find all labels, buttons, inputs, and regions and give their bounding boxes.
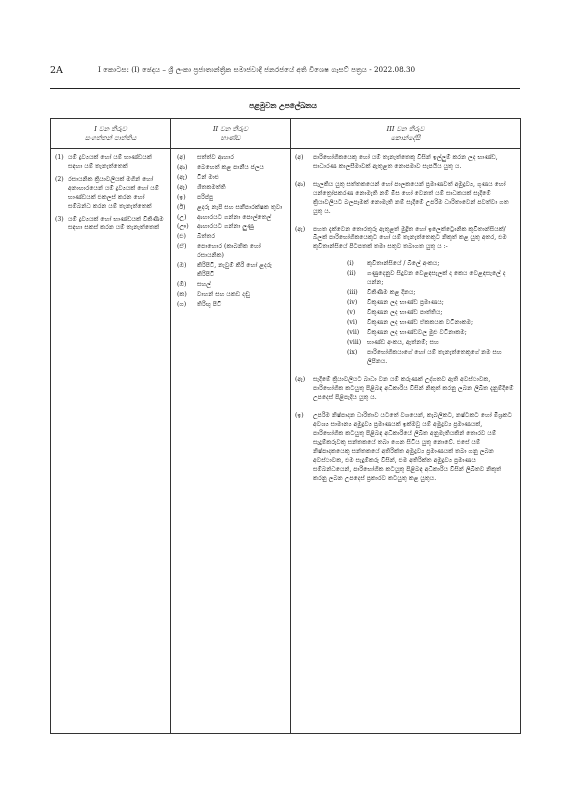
item-number: (ඇ) (177, 173, 188, 181)
sub-item-number: (iv) (347, 298, 358, 306)
item-number: (එ) (177, 233, 186, 241)
item-text (197, 262, 286, 280)
item-text-body: ශීතකමත්ති (197, 183, 226, 191)
sub-list-item (347, 309, 514, 318)
item-text (197, 204, 286, 213)
person-list-item (55, 216, 166, 234)
item-number: (3) (55, 215, 64, 223)
column-header-2 (171, 119, 291, 149)
sub-list-item (347, 329, 514, 338)
item-text (197, 301, 286, 310)
goods-list-item (177, 233, 286, 242)
item-text (313, 226, 514, 368)
sub-item-text: විකුණන ලද භාණ්ඩ පාත්තිය; (367, 308, 443, 316)
sub-item-number: (ii) (347, 270, 356, 278)
item-text (313, 181, 514, 217)
sub-item-number: (viii) (347, 338, 362, 346)
sub-item-number: (vii) (347, 328, 360, 336)
item-number: (ඉ) (177, 193, 186, 201)
goods-list-item (177, 291, 286, 300)
column-header-3 (291, 119, 521, 149)
item-number: (ඈ) (177, 183, 188, 191)
item-text-body: ළදරු නැපි සහ සනීපාරක්ෂක තුවා (197, 203, 283, 211)
sub-item-text: විකුණන ලද භාණ්ඩවල මුළු වටිනාකම; (367, 328, 467, 336)
sub-item-number: (vi) (347, 318, 358, 326)
condition-list-item (295, 154, 514, 172)
column-subtitle: භාණ්ඩ (220, 133, 241, 142)
item-text (197, 281, 286, 290)
goods-list-item (177, 174, 286, 183)
item-text-body: යම් ද්‍රව්‍යයක් හෝ යම් භාණ්ඩයක් සඳහා යම් තැනැත්තෙක් (68, 154, 152, 170)
item-number: (ක) (177, 290, 187, 298)
item-number: (අ) (177, 154, 186, 161)
goods-list-item (177, 214, 286, 223)
schedule-title: පළමුවන උපලේඛනය (249, 101, 317, 110)
sub-item-number: (iii) (347, 289, 358, 297)
item-text-body: යම් ද්‍රව්‍යයක් හෝ භාණ්ඩයක් විකිණීම සඳහා සකස් කරන යම් තැනැත්තෙක් (68, 215, 164, 232)
item-text (197, 243, 286, 261)
sub-item-text: විකුණන ලද භාණ්ඩ ප්‍රමාණය; (367, 298, 444, 306)
persons-column (51, 149, 171, 734)
sub-list-item (347, 319, 514, 328)
sub-list-item (347, 260, 514, 269)
item-text-body: උපරිම නිෂ්පාදන ධාරිතාව යටතේ වශයෙන්, කැබලිකට, නෂ්ටකට හෝ මිශ්‍රකට අවශ්‍ය සාමාන්‍ය අමුද්‍රව්‍ය ප්‍රමාණයක් ඉක්මවූ යම් අමුද්‍රව්‍ය ප්‍රමාණයක්, පාරිභෝගික කටයුතු පිළිබඳ අධිකාරියේ ලිඛිත අනුමැතියකින් තොරව යම් සැදුම්කරුවකු සන්තකයේ තබා ගෙන සිටිය යුතු නොවේ. එසේ යම් නිෂ්පාදකයෙකු සන්තකයේ අතිරික්ත අමුද්‍රව්‍ය ප්‍රමාණයක් තබා ගනු ලබන අවස්ථාවක, එම සැදුම්කරු විසින්, එම අතිරික්ත අමුද්‍රව්‍ය ප්‍රමාණය සම්බන්ධයෙන්, පාරිභෝගික කටයුතු පිළිබඳ අධිකාරිය විසින් ලිඛිතව නිකුත් කරනු ලබන උපදෙස් ප්‍රකාරව කටයුතු කළ යුතුය. (313, 412, 512, 482)
sub-item-text: විකිණීම කළ දිනය; (367, 289, 416, 297)
column-title: II වන තීරුව (212, 124, 249, 133)
conditions-column (291, 149, 521, 734)
column-subtitle: සංගත්තන් පාත්තිය (84, 133, 137, 142)
item-text (197, 291, 286, 300)
header-rule (50, 88, 520, 89)
page-number: 2A (50, 65, 63, 76)
gazette-headline: I කොටස: (I) ඡෙදය – ශ්‍රී ලංකා ප්‍රජාතාන්ත්‍රික සමාජවාදී ජනරජයේ අති විශෙෂ ගැසට් පත්‍රය - 2022.08.30 (98, 65, 416, 74)
sub-list-item (347, 289, 514, 298)
item-text (197, 174, 286, 183)
sub-item-text: විකුණන ලද භාණ්ඩ ඒකකයක වටිනාකම; (367, 318, 474, 326)
item-text-body: පාරිභෝගිකයෙකු හෝ යම් තැනැත්තෙකු විසින් ඉල්ලුම් කරන ලද භාණ්ඩ, සාධාරණ කාලසීමාවක් ඇතුළත නොපමාව සැපයිය යුතු ය. (313, 154, 498, 170)
item-number: (ආ) (177, 163, 188, 171)
item-number: (1) (55, 154, 64, 161)
item-text (197, 214, 286, 223)
goods-list-item (177, 164, 286, 173)
item-number: (ඔ) (177, 262, 187, 270)
schedule-table (50, 118, 521, 734)
item-number: (ඌ) (177, 223, 189, 231)
condition-list-item (295, 376, 514, 403)
column-title: I වන තීරුව (94, 124, 127, 133)
item-text-body: පොහොර (කාබනික හෝ රසායනික) (197, 243, 261, 260)
column-header-1 (51, 119, 171, 149)
item-text-body: පරිප්පු (197, 193, 214, 201)
sub-list-item (347, 349, 514, 367)
item-text-body: සහල් (197, 280, 211, 288)
item-text-body: තිරිඟු පිටි (197, 300, 222, 308)
table-body-row (51, 149, 521, 734)
item-number: (ඉ) (295, 412, 304, 420)
sub-item-text: කුවිතාන්සියේ / බිලේ අංකය; (367, 260, 440, 268)
goods-list-item (177, 204, 286, 213)
item-text (313, 376, 514, 403)
item-number: (ඇ) (295, 225, 306, 233)
item-number: (ඕ) (177, 280, 187, 288)
sub-item-number: (i) (347, 260, 354, 268)
sub-list-item (347, 299, 514, 308)
condition-list-item (295, 226, 514, 368)
goods-list-item (177, 154, 286, 163)
item-text-body: බිත්තර (197, 233, 216, 241)
sub-item-text: පාරිභෝගිකයාගේ හෝ යම් තැනැත්තෙකුගේ නම සහ ලිපිනය. (367, 348, 502, 365)
item-text-body: සැලකිය යුතු සත්තකයෙන් හෝ පාලකයෙන් ප්‍රමාණවත් අමුද්‍රව්‍ය, ගුණය හෝ යන්ත්‍රෝපකරණ නොමැති නම් මිස හෝ වෙනත් යම් සාධකයක් සැදීමේ ක්‍රියාවලියට බලපෑමක් නොමැති නම් සැදීමේ උපරිම ධාරිතාවෙන් පවත්වා ගත යුතු ය. (313, 180, 509, 215)
item-text-body: ටින් මාළු (197, 173, 219, 181)
item-text-body: කිරිපිටි, නැවුම් කිරි හෝ ළදරු කිරිපිටි (197, 262, 272, 279)
item-text (313, 154, 514, 172)
goods-list-item (177, 301, 286, 310)
sub-item-text: ගණුදෙනුව සිදුවන වෙළඳසැලක් ද කෙය වෙළඳසැලේ ද යන්න; (367, 270, 506, 287)
goods-list-item (177, 194, 286, 203)
item-number: (ඒ) (177, 243, 187, 251)
goods-column (171, 149, 291, 734)
sub-item-text: භාණ්ඩ අංකය, ඇත්නම්; සහ (367, 338, 439, 346)
condition-list-item (295, 412, 514, 483)
item-number: (ආ) (295, 180, 306, 188)
item-text-body: සැදීමේ ක්‍රියාවලියට බාධා වන යම් කරුණක් උද්ගතව ඇති අවස්ථාවක, පාරිභෝගික කටයුතු පිළිබඳ අධිකාරිය විසින් නිකුත් කරනු ලබන ලිඛිත දැනුම්දීමේ උපදෙස් පිළිපැදිය යුතු ය. (313, 376, 514, 402)
item-number: (අ) (295, 154, 304, 161)
goods-list-item (177, 281, 286, 290)
goods-list-item (177, 223, 286, 232)
item-text-body: සත්ත්ව ආහාර (197, 154, 234, 161)
page-header (50, 65, 520, 81)
item-number: (ඈ) (295, 376, 306, 384)
item-number: (ඊ) (177, 203, 186, 211)
sub-item-number: (ix) (347, 348, 358, 356)
item-text-body: රසායනික ක්‍රියාවලියක් මගින් හෝ අනාහාරයෙන් යම් ද්‍රව්‍යයක් හෝ යම් භාණ්ඩයක් එකලස් කරන හෝ සම්බන්ධ කරන යම් තැනැත්තෙක් (68, 175, 160, 210)
person-list-item (55, 176, 166, 212)
item-number: (2) (55, 175, 64, 183)
item-text (313, 412, 514, 483)
item-text-body: ආහාරයට ගන්නා පොල්තෙල් (197, 213, 272, 221)
item-text (197, 233, 286, 242)
condition-list-item (295, 181, 514, 217)
item-text (68, 154, 166, 172)
item-text (68, 176, 166, 212)
column-title: III වන තීරුව (386, 124, 425, 133)
column-subtitle: කොන්දේසි (390, 133, 421, 142)
item-text-body: ආහාරයට ගන්නා ලුණු (197, 223, 254, 231)
item-text-body: බෙහෙත් කළ පානීය ජලය (197, 163, 264, 171)
item-text (197, 223, 286, 232)
table-header-row (51, 119, 521, 149)
item-number: (ග) (177, 300, 187, 308)
goods-list-item (177, 243, 286, 261)
sub-item-number: (v) (347, 308, 356, 316)
item-text (197, 184, 286, 193)
item-text (197, 154, 286, 163)
person-list-item (55, 154, 166, 172)
sub-list-item (347, 339, 514, 348)
sub-list (347, 260, 514, 366)
item-text-body: පහත දැක්වෙන තොරතුරු ඇතුළත් මුද්‍රිත හෝ ඉලෙක්ට්‍රොනික කුවිතාන්සියක්/ බිලක් පාරිභෝගිකයෙකුට හෝ යම් තැනැත්තෙකුට නිකුත් කළ යුතු අතර, එම කුවිතාන්සියේ පිටපතක් තමා සතුව තබාගත යුතු ය :- (313, 225, 507, 251)
item-text-body: වාහන් සහ යකඩ දඬු (197, 290, 251, 298)
item-text (197, 194, 286, 203)
item-number: (උ) (177, 213, 187, 221)
sub-list-item (347, 270, 514, 288)
item-text (197, 164, 286, 173)
goods-list-item (177, 262, 286, 280)
goods-list-item (177, 184, 286, 193)
item-text (68, 216, 166, 234)
